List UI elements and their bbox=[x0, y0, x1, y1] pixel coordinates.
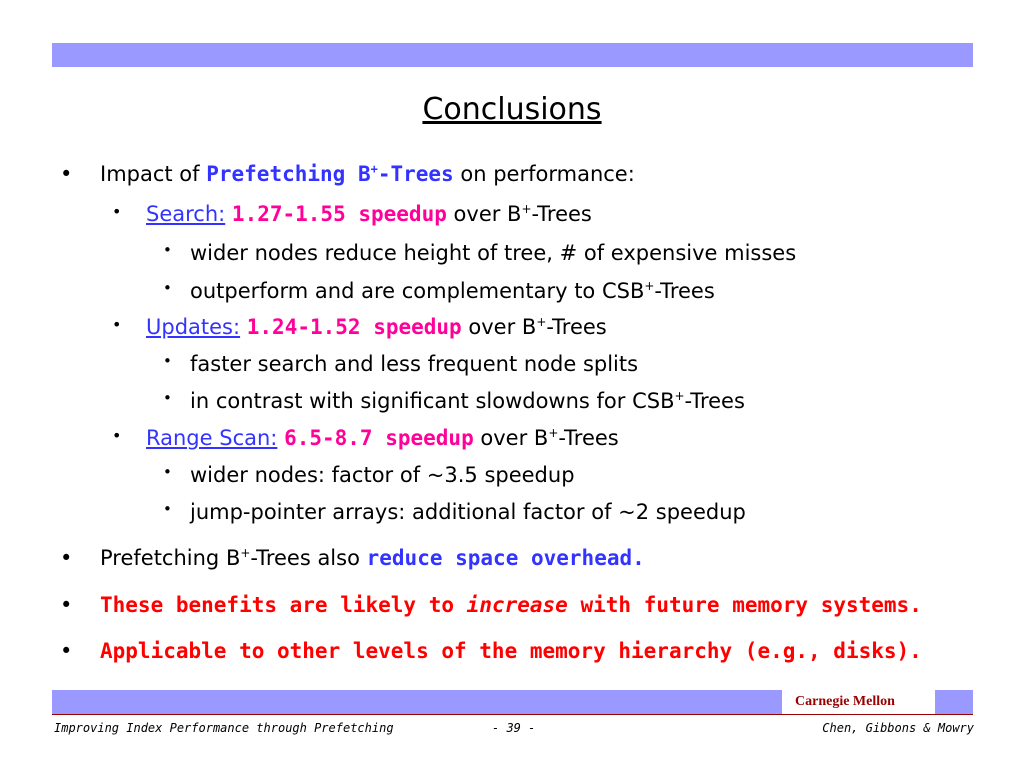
bullet-dot: • bbox=[60, 162, 73, 186]
updates-link[interactable]: Updates: bbox=[146, 315, 241, 339]
bullet-dot: • bbox=[163, 389, 172, 407]
bullet-dot: • bbox=[112, 202, 122, 221]
bullet-dot: • bbox=[112, 315, 122, 334]
search-link[interactable]: Search: bbox=[146, 202, 226, 226]
slide-title: Conclusions bbox=[422, 92, 602, 127]
bullet-dot: • bbox=[163, 352, 172, 370]
footer-bar-right bbox=[935, 690, 973, 714]
bullet-text: Impact of Prefetching B+-Trees on performance: bbox=[100, 162, 635, 186]
bullet-dot: • bbox=[163, 463, 172, 481]
bullet-dot: • bbox=[163, 241, 172, 259]
bullet-dot: • bbox=[60, 546, 73, 570]
footer-bar bbox=[52, 690, 782, 714]
range-scan-link[interactable]: Range Scan: bbox=[146, 426, 278, 450]
footer-divider bbox=[52, 714, 973, 715]
header-bar bbox=[52, 43, 973, 67]
bullet-dot: • bbox=[163, 500, 172, 518]
footer-right: Chen, Gibbons & Mowry bbox=[822, 721, 974, 735]
page-number: - 39 - bbox=[492, 721, 536, 735]
bullet-dot: • bbox=[60, 639, 73, 663]
institution-label: Carnegie Mellon bbox=[795, 694, 895, 709]
bullet-dot: • bbox=[112, 426, 122, 445]
bullet-dot: • bbox=[60, 593, 73, 617]
bullet-dot: • bbox=[163, 279, 172, 297]
footer-left: Improving Index Performance through Prefetching bbox=[54, 721, 394, 735]
